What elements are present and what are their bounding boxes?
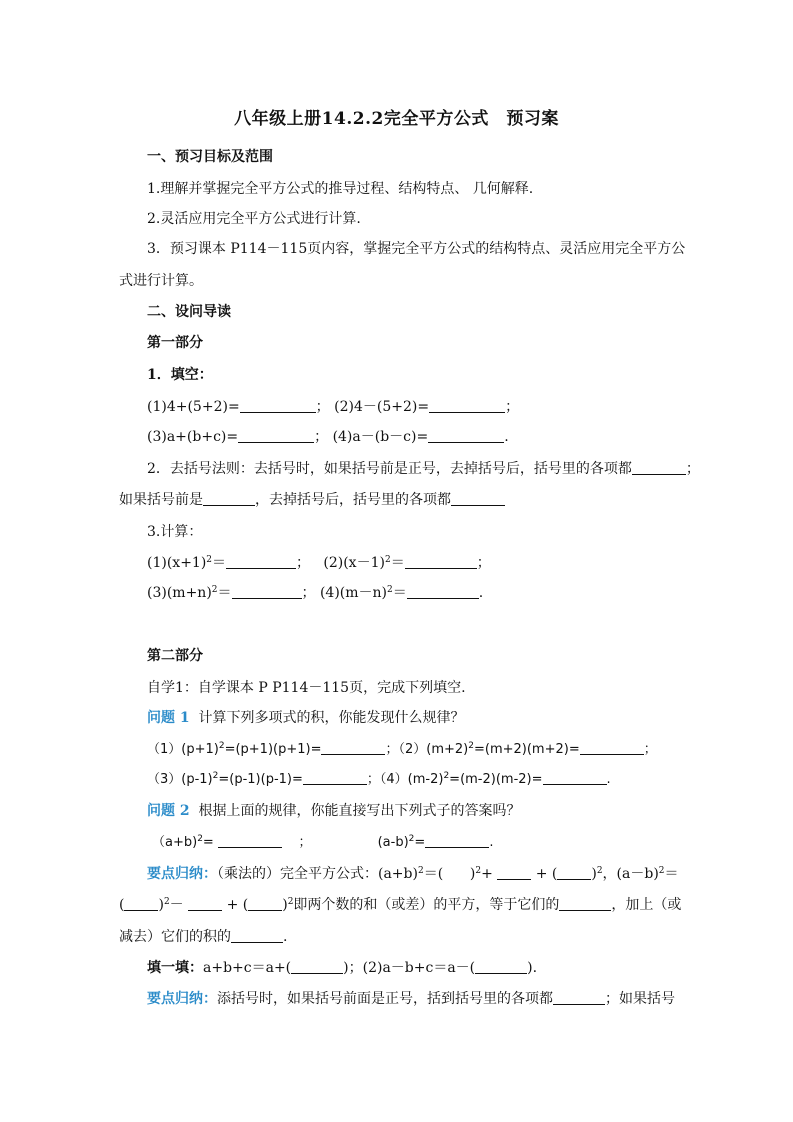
answer-blank[interactable] bbox=[231, 928, 283, 943]
q3b-expr: (2)(x－1) bbox=[323, 555, 385, 571]
question-2-line-2 bbox=[119, 489, 505, 509]
problem-1-text: 计算下列多项式的积，你能发现什么规律？ bbox=[198, 710, 465, 726]
square-exponent: 2 bbox=[387, 585, 393, 595]
goal-item-3-cont: 式进行计算。 bbox=[119, 273, 203, 289]
p1b-expansion: =(m+2)(m+2)= bbox=[473, 742, 580, 757]
square-exponent: 2 bbox=[417, 866, 424, 876]
answer-blank[interactable] bbox=[632, 460, 686, 475]
equals-sign: ＝ bbox=[390, 555, 405, 571]
p2b-expr: (a-b) bbox=[377, 835, 409, 850]
square-exponent: 2 bbox=[408, 834, 415, 844]
key-point-label: 要点归纳： bbox=[147, 991, 217, 1007]
key-point-1-cont: ( )$^2$－ + ( )$^2$即两个数的和（或差）的平方，等于它们的 ，加上（或 bbox=[119, 897, 682, 913]
answer-blank[interactable] bbox=[407, 584, 479, 599]
answer-blank[interactable] bbox=[428, 428, 504, 443]
p1c-expansion: =(p-1)(p-1)= bbox=[218, 772, 303, 787]
square-exponent: 2 bbox=[658, 866, 665, 876]
problem-1-label: 问题 1 bbox=[147, 710, 190, 726]
self-study-1: 自学1：自学课本 P P114－115页，完成下列填空. bbox=[147, 680, 466, 696]
square-exponent: 2 bbox=[384, 555, 391, 565]
question-1-row-1: (1)4+(5+2)= ； (2)4－(5+2)= ； bbox=[147, 399, 520, 415]
square-exponent: 2 bbox=[475, 866, 482, 876]
answer-blank[interactable] bbox=[303, 770, 367, 785]
key-point-1: 要点归纳：（乘法的）完全平方公式：$(a+b)^2=$( )$^2$+ + ( )$^2$，$(a-b)^2=$ bbox=[147, 866, 679, 882]
answer-blank[interactable] bbox=[425, 833, 489, 848]
answer-blank[interactable] bbox=[124, 896, 158, 911]
answer-blank[interactable] bbox=[475, 959, 527, 974]
equals-sign: ＝ bbox=[212, 555, 227, 571]
answer-blank[interactable] bbox=[543, 770, 607, 785]
q3c-expr: (3)(m+n) bbox=[147, 585, 212, 601]
key-point-4-text: 添括号时，如果括号前面是正号，括到括号里的各项都 bbox=[217, 991, 553, 1007]
problem-2-text: 根据上面的规律，你能直接写出下列式子的答案吗？ bbox=[198, 803, 521, 819]
key-point-1-end: 减去）它们的积的 . bbox=[119, 929, 288, 945]
square-exponent: 2 bbox=[218, 741, 225, 751]
problem-2-row: （a+b)$^2$= ； $(a-b)^2=$ . bbox=[152, 834, 494, 850]
fill-in-expr-1: a+b+c＝a+( bbox=[203, 960, 292, 976]
answer-blank[interactable] bbox=[203, 491, 255, 506]
key-point-label: 要点归纳： bbox=[147, 866, 217, 882]
p1d-expr: （4）(m-2) bbox=[379, 772, 444, 787]
key-point-2-text: 即两个数的和（或差）的平方，等于它们的 bbox=[293, 897, 560, 913]
answer-blank[interactable] bbox=[240, 398, 316, 413]
p1c-expr: （3）(p-1) bbox=[147, 772, 213, 787]
p1b-expr: （2）(m+2) bbox=[398, 742, 469, 757]
equals-sign: ＝ bbox=[392, 585, 407, 601]
goal-item-2: 2.灵活应用完全平方公式进行计算. bbox=[147, 211, 361, 227]
problem-1 bbox=[147, 707, 465, 727]
square-exponent: 2 bbox=[211, 585, 218, 595]
question-1-label bbox=[147, 364, 213, 384]
section2-heading: 二、设问导读 bbox=[147, 304, 231, 320]
part1-heading: 第一部分 bbox=[147, 335, 203, 351]
q3a-expr: (1)(x+1) bbox=[147, 555, 207, 571]
answer-blank[interactable] bbox=[580, 740, 644, 755]
answer-blank[interactable] bbox=[248, 896, 282, 911]
goal-item-3: 3．预习课本 P114－115页内容，掌握完全平方公式的结构特点、灵活应用完全平方公 bbox=[147, 241, 686, 257]
goal-item-1: 1.理解并掌握完全平方公式的推导过程、结构特点、 几何解释. bbox=[147, 181, 534, 197]
square-exponent: 2 bbox=[206, 555, 213, 565]
p1a-expr: （1）(p+1) bbox=[147, 742, 219, 757]
square-exponent: 2 bbox=[212, 771, 219, 781]
square-exponent: 2 bbox=[287, 897, 294, 907]
answer-blank[interactable] bbox=[451, 491, 505, 506]
square-exponent: 2 bbox=[443, 771, 450, 781]
question-1-text: 1．填空： bbox=[147, 367, 213, 383]
problem-1-row-1: $(1)(p+1)^2=(p+1)(p+1)=$ ；$(2)(m+2)^2=(m+2)(m+2)=$ ； bbox=[147, 741, 657, 757]
q2a-text: 2．去括号法则：去括号时，如果括号前是正号，去掉括号后，括号里的各项都 bbox=[147, 461, 632, 477]
answer-blank[interactable] bbox=[238, 428, 314, 443]
answer-blank[interactable] bbox=[232, 584, 302, 599]
p1a-expansion: =(p+1)(p+1)= bbox=[224, 742, 322, 757]
question-3-row-2: $(3)(m+n)^2=$ ； $(4)(m-n)^2=$ . bbox=[147, 585, 484, 601]
key-point-2 bbox=[147, 988, 675, 1008]
equals-sign: ＝ bbox=[217, 585, 232, 601]
q1d-expr: (4)a－(b－c)= bbox=[332, 429, 429, 445]
fill-in: 填一填：a+b+c＝a+( )；(2)a－b+c＝a－( ). bbox=[147, 960, 538, 976]
section1-heading: 一、预习目标及范围 bbox=[147, 149, 273, 165]
square-exponent: 2 bbox=[468, 741, 474, 751]
answer-blank[interactable] bbox=[429, 398, 505, 413]
problem-2 bbox=[147, 800, 521, 820]
question-3-label: 3.计算： bbox=[147, 524, 203, 540]
answer-blank[interactable] bbox=[557, 865, 591, 880]
question-3-row-1: $(1)(x+1)^2=$ ； $(2)(x-1)^2=$ ； bbox=[147, 555, 491, 571]
answer-blank[interactable] bbox=[559, 896, 611, 911]
answer-blank[interactable] bbox=[553, 990, 605, 1005]
page-title: 八年级上册14.2.2完全平方公式 预习案 bbox=[234, 109, 559, 129]
answer-blank[interactable] bbox=[405, 554, 477, 569]
answer-blank[interactable] bbox=[226, 554, 296, 569]
problem-2-label: 问题 2 bbox=[147, 803, 190, 819]
q1c-expr: (3)a+(b+c)= bbox=[147, 429, 239, 445]
q2b-text: 如果括号前是 bbox=[119, 492, 203, 508]
q1b-expr: (2)4－(5+2)= bbox=[334, 399, 430, 415]
part2-heading: 第二部分 bbox=[147, 648, 203, 664]
key-point-3-text: 减去）它们的积的 bbox=[119, 929, 231, 945]
answer-blank[interactable] bbox=[188, 896, 222, 911]
question-1-row-2: (3)a+(b+c)= ； (4)a－(b－c)= . bbox=[147, 429, 509, 445]
square-exponent: 2 bbox=[163, 897, 170, 907]
q3d-expr: (4)(m－n) bbox=[319, 585, 388, 601]
p1d-expansion: =(m-2)(m-2)= bbox=[449, 772, 543, 787]
problem-1-row-2: $(3)(p-1)^2=(p-1)(p-1)=$ ；$(4)(m-2)^2=(m-2)(m-2)=$ . bbox=[147, 771, 611, 787]
question-2-line-1: 2．去括号法则：去括号时，如果括号前是正号，去掉括号后，括号里的各项都 ； bbox=[147, 461, 700, 477]
key-point-4-tail: ；如果括号 bbox=[605, 991, 675, 1007]
fill-in-label: 填一填： bbox=[147, 960, 203, 976]
q1a-expr: (1)4+(5+2)= bbox=[147, 399, 240, 415]
answer-blank[interactable] bbox=[291, 959, 343, 974]
square-exponent: 2 bbox=[197, 834, 203, 844]
fill-in-expr-2: )；(2)a－b+c＝a－( bbox=[343, 960, 476, 976]
answer-blank[interactable] bbox=[218, 833, 282, 848]
answer-blank[interactable] bbox=[497, 865, 531, 880]
q2c-text: ，去掉括号后，括号里的各项都 bbox=[255, 492, 451, 508]
square-exponent: 2 bbox=[596, 866, 603, 876]
key-point-2-tail: ，加上（或 bbox=[611, 897, 682, 913]
key-point-1-text: （乘法的）完全平方公式：(a+b) bbox=[217, 866, 418, 882]
answer-blank[interactable] bbox=[321, 740, 385, 755]
p2a-expr: （a+b) bbox=[152, 835, 198, 850]
